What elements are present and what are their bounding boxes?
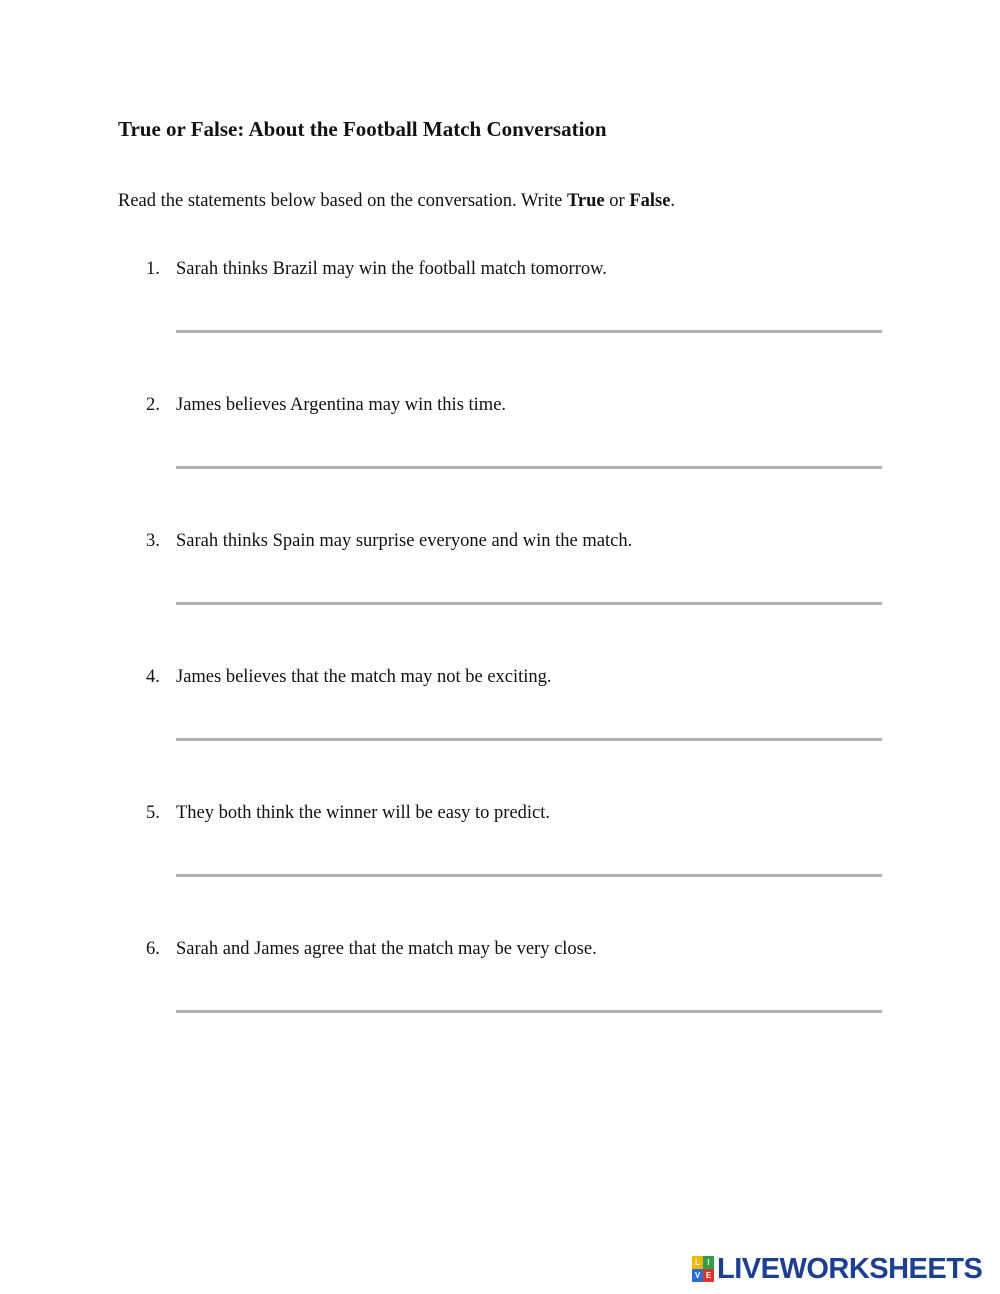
- question-text: James believes Argentina may win this time.: [176, 395, 507, 415]
- logo-mark-letter-e: E: [703, 1269, 714, 1282]
- answer-line-1[interactable]: [176, 330, 882, 333]
- question-item-6: [146, 939, 882, 1039]
- instructions-suffix: .: [670, 191, 676, 211]
- answer-line-2[interactable]: [176, 466, 882, 469]
- question-text: Sarah thinks Spain may surprise everyone and win the match.: [176, 531, 633, 551]
- answer-line-3[interactable]: [176, 602, 882, 605]
- liveworksheets-logo-icon: [692, 1256, 714, 1282]
- logo-text: LIVEWORKSHEETS: [717, 1252, 983, 1285]
- logo-mark-letter-i: I: [703, 1256, 714, 1269]
- logo-mark-letter-v: V: [692, 1269, 703, 1282]
- question-item-2: [146, 395, 882, 495]
- question-text: Sarah and James agree that the match may be very close.: [176, 939, 597, 959]
- question-number: 4.: [146, 667, 160, 687]
- question-text: James believes that the match may not be exciting.: [176, 667, 552, 687]
- instructions-true-word: True: [566, 191, 605, 211]
- question-number: 1.: [146, 259, 160, 279]
- question-item-3: [146, 531, 882, 631]
- question-text: They both think the winner will be easy to predict.: [176, 803, 551, 823]
- question-item-4: [146, 667, 882, 767]
- instructions-middle: or: [604, 191, 630, 211]
- answer-line-4[interactable]: [176, 738, 882, 741]
- instructions-false-word: False: [629, 191, 671, 211]
- question-number: 2.: [146, 395, 160, 415]
- question-number: 6.: [146, 939, 160, 959]
- question-item-5: [146, 803, 882, 903]
- instructions-prefix: Read the statements below based on the conversation. Write: [118, 191, 567, 211]
- answer-line-5[interactable]: [176, 874, 882, 877]
- answer-line-6[interactable]: [176, 1010, 882, 1013]
- logo-mark-letter-l: L: [692, 1256, 703, 1269]
- page-title: True or False: About the Football Match Conversation: [118, 117, 607, 141]
- question-text: Sarah thinks Brazil may win the football match tomorrow.: [176, 259, 607, 279]
- instructions: [118, 191, 675, 212]
- question-item-1: [146, 259, 882, 359]
- liveworksheets-logo[interactable]: [692, 1254, 982, 1284]
- question-number: 5.: [146, 803, 160, 823]
- question-number: 3.: [146, 531, 160, 551]
